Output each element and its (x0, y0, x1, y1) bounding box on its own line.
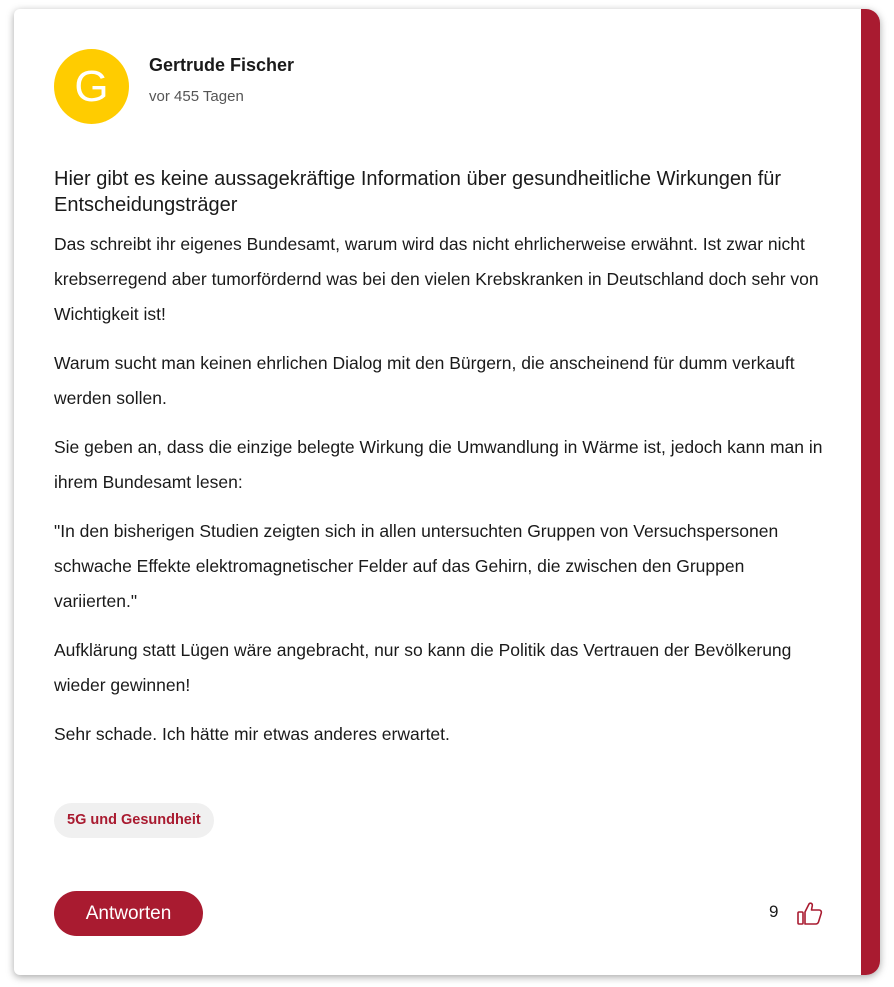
comment-body (54, 227, 824, 766)
comment-paragraph: "In den bisherigen Studien zeigten sich in allen untersuchten Gruppen von Versuchspersonen schwache Effekte elektromagnetischer Felder auf das Gehirn, die zwischen den Gruppen variierten." (54, 521, 779, 611)
comment-card (14, 9, 880, 975)
like-count: 9 (769, 902, 779, 921)
reply-button[interactable]: Antworten (54, 891, 203, 936)
comment-paragraph: Sie geben an, dass die einzige belegte Wirkung die Umwandlung in Wärme ist, jedoch kann man in ihrem Bundesamt lesen: (54, 437, 823, 492)
comment-paragraph: Sehr schade. Ich hätte mir etwas anderes erwartet. (54, 724, 450, 744)
topic-tag[interactable]: 5G und Gesundheit (54, 803, 214, 838)
thumbs-up-icon[interactable] (795, 899, 825, 929)
comment-paragraph: Das schreibt ihr eigenes Bundesamt, warum wird das nicht ehrlicherweise erwähnt. Ist zwar nicht krebserregend aber tumorfördernd was bei den vielen Krebskranken in Deutschland doch sehr von Wichtigkeit ist! (54, 234, 819, 324)
comment-paragraph: Aufklärung statt Lügen wäre angebracht, nur so kann die Politik das Vertrauen der Bevölkerung wieder gewinnen! (54, 640, 792, 695)
accent-bar (861, 9, 880, 975)
comment-timestamp: vor 455 Tagen (149, 88, 244, 105)
author-name: Gertrude Fischer (149, 55, 295, 75)
avatar: G (54, 49, 129, 124)
comment-paragraph: Warum sucht man keinen ehrlichen Dialog mit den Bürgern, die anscheinend für dumm verkauft werden sollen. (54, 353, 795, 408)
comment-title: Hier gibt es keine aussagekräftige Information über gesundheitliche Wirkungen für Entscheidungsträger (54, 168, 782, 216)
